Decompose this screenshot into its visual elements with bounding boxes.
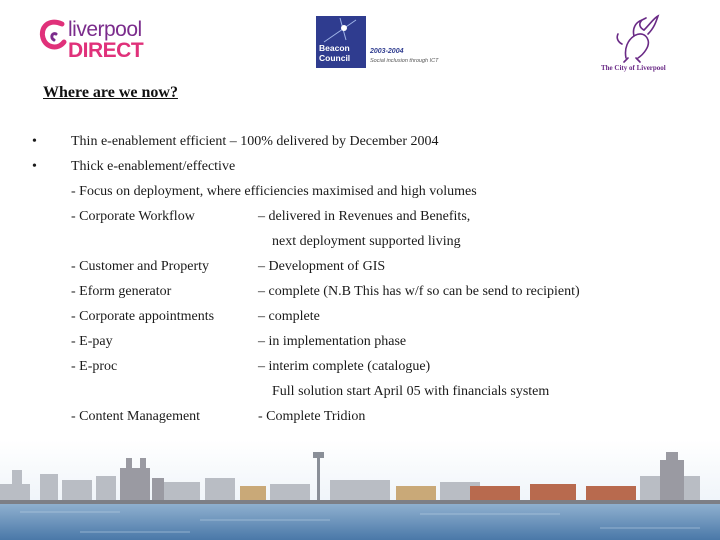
row-status-customer: – Development of GIS [258,259,386,274]
star-icon [316,16,366,46]
bullet-2: Thick e-enablement/effective [71,159,236,174]
city-of-liverpool-logo [598,14,676,76]
beacon-year: 2003-2004 [370,48,404,55]
beacon-subtitle: Social inclusion through ICT [370,58,439,64]
row-status-eproc-cont: Full solution start April 05 with financials system [272,384,550,399]
row-item-eform: - Eform generator [71,284,172,299]
logo-text-liverpool: liverpool [68,18,142,41]
row-status-eproc: – interim complete (catalogue) [258,359,431,374]
beacon-line1: Beacon [319,43,350,53]
liver-bird-icon [598,14,676,64]
liverpool-direct-logo [38,14,148,70]
row-item-appointments: - Corporate appointments [71,309,215,324]
row-item-content: - Content Management [71,409,201,424]
beacon-council-logo [316,16,456,72]
row-status-workflow-cont: next deployment supported living [272,234,461,249]
row-item-eproc: - E-proc [71,359,118,374]
row-item-customer: - Customer and Property [71,259,210,274]
row-status-eform: – complete (N.B This has w/f so can be send to recipient) [258,284,580,299]
logo-text-direct: DIRECT [68,39,144,62]
bullet-dot: • [32,134,37,149]
beacon-line2: Council [319,53,351,63]
swirl-icon [38,16,68,60]
beacon-badge [316,16,366,68]
row-status-appointments: – complete [258,309,320,324]
row-status-workflow: – delivered in Revenues and Benefits, [258,209,471,224]
row-status-epay: – in implementation phase [258,334,407,349]
row-status-content: - Complete Tridion [258,409,366,424]
bullet-dot: • [32,159,37,174]
waterfront-skyline-image [0,440,720,540]
intro-line: - Focus on deployment, where efficiencies maximised and high volumes [71,184,477,199]
slide-title: Where are we now? [43,84,178,101]
row-item-workflow: - Corporate Workflow [71,209,195,224]
row-item-epay: - E-pay [71,334,113,349]
city-label: The City of Liverpool [601,64,666,72]
bullet-1: Thin e-enablement efficient – 100% delivered by December 2004 [71,134,439,149]
